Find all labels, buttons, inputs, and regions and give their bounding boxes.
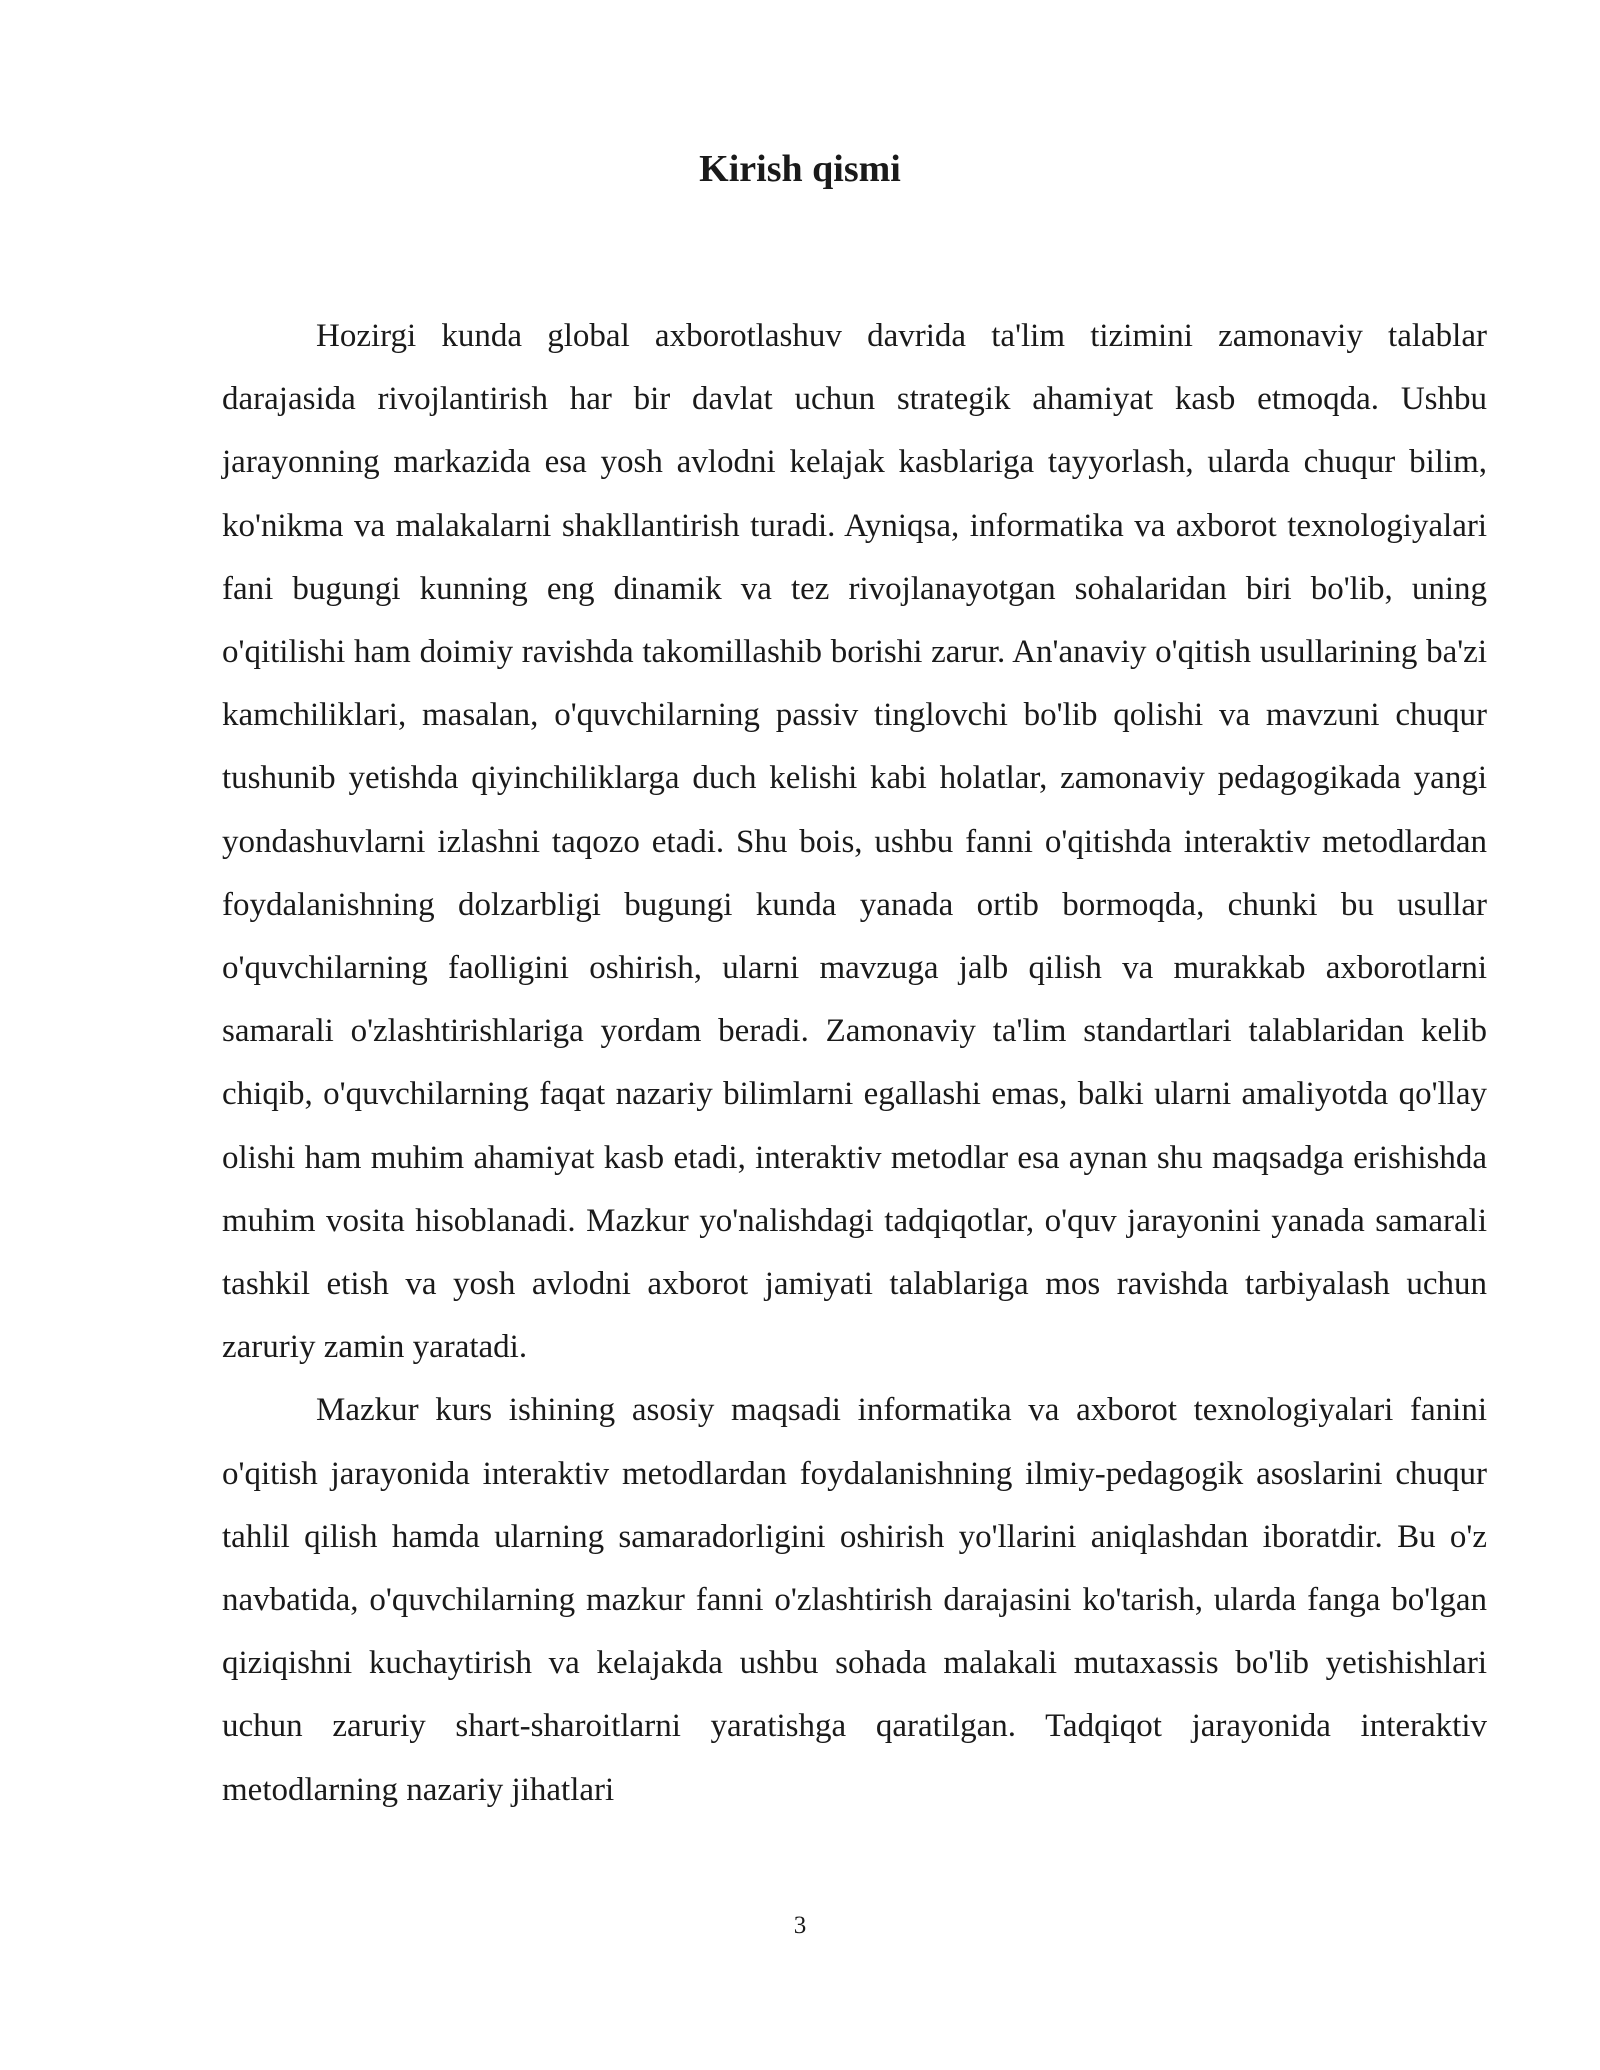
- page-title: Kirish qismi: [699, 148, 901, 190]
- paragraph-1: Hozirgi kunda global axborotlashuv davrida ta'lim tizimini zamonaviy talablar darajasida rivojlantirish har bir davlat uchun strategik ahamiyat kasb etmoqda. Ushbu jarayonning markazida esa yosh avlodni kelajak kasblariga tayyorlash, ularda chuqur bilim, ko'nikma va malakalarni shakllantirish turadi. Ayniqsa, informatika va axborot texnologiyalari fani bugungi kunning eng dinamik va tez rivojlanayotgan sohalaridan biri bo'lib, uning o'qitilishi ham doimiy ravishda takomillashib borishi zarur. An'anaviy o'qitish usullarining ba'zi kamchiliklari, masalan, o'quvchilarning passiv tinglovchi bo'lib qolishi va mavzuni chuqur tushunib yetishda qiyinchiliklarga duch kelishi kabi holatlar, zamonaviy pedagogikada yangi yondashuvlarni izlashni taqozo etadi. Shu bois, ushbu fanni o'qitishda interaktiv metodlardan foydalanishning dolzarbligi bugungi kunda yanada ortib bormoqda, chunki bu usullar o'quvchilarning faolligini oshirish, ularni mavzuga jalb qilish va murakkab axborotlarni samarali o'zlashtirishlariga yordam beradi. Zamonaviy ta'lim standartlari talablaridan kelib chiqib, o'quvchilarning faqat nazariy bilimlarni egallashi emas, balki ularni amaliyotda qo'llay olishi ham muhim ahamiyat kasb etadi, interaktiv metodlar esa aynan shu maqsadga erishishda muhim vosita hisoblanadi. Mazkur yo'nalishdagi tadqiqotlar, o'quv jarayonini yanada samarali tashkil etish va yosh avlodni axborot jamiyati talablariga mos ravishda tarbiyalash uchun zaruriy zamin yaratadi.: [222, 318, 1487, 1366]
- body-text: [222, 305, 1487, 1822]
- page-number: 3: [793, 1912, 807, 1939]
- paragraph-2: Mazkur kurs ishining asosiy maqsadi informatika va axborot texnologiyalari fanini o'qitish jarayonida interaktiv metodlardan foydalanishning ilmiy-pedagogik asoslarini chuqur tahlil qilish hamda ularning samaradorligini oshirish yo'llarini aniqlashdan iboratdir. Bu o'z navbatida, o'quvchilarning mazkur fanni o'zlashtirish darajasini ko'tarish, ularda fanga bo'lgan qiziqishni kuchaytirish va kelajakda ushbu sohada malakali mutaxassis bo'lib yetishishlari uchun zaruriy shart-sharoitlarni yaratishga qaratilgan. Tadqiqot jarayonida interaktiv metodlarning nazariy jihatlari: [222, 1392, 1487, 1808]
